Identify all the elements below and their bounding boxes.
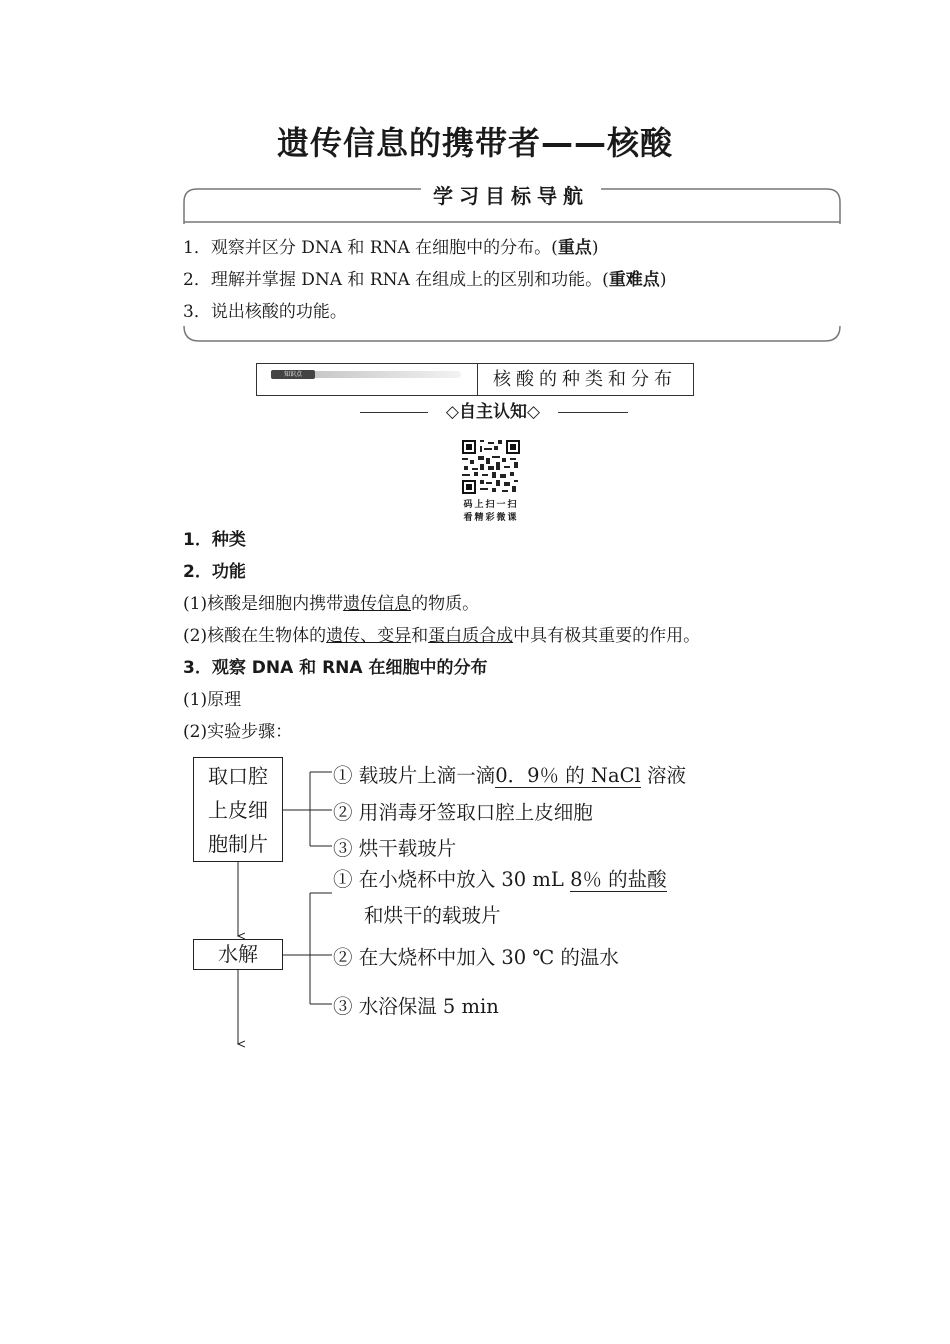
heading-function: 2．功能 xyxy=(183,562,246,582)
flow-step: ② 在大烧杯中加入 30 ℃ 的温水 xyxy=(333,946,619,969)
paragraph-steps: (2)实验步骤： xyxy=(183,722,293,742)
fill-blank: 遗传、变异 xyxy=(326,626,412,646)
fill-blank: 遗传信息 xyxy=(343,594,412,614)
paragraph-function-1: (1)核酸是细胞内携带遗传信息的物质。 xyxy=(183,594,480,614)
flow-box-hydrolysis: 水解 xyxy=(193,939,283,970)
flow-step: ③ 水浴保温 5 min xyxy=(333,995,499,1018)
knowledge-point-badge: 知识点 xyxy=(271,370,315,379)
flow-step: 和烘干的载玻片 xyxy=(364,904,501,927)
paragraph-function-2: (2)核酸在生物体的遗传、变异和蛋白质合成中具有极其重要的作用。 xyxy=(183,626,701,646)
flow-step: ① 在小烧杯中放入 30 mL 8％ 的盐酸 xyxy=(333,868,667,891)
heading-types: 1．种类 xyxy=(183,530,246,550)
page-title: 遗传信息的携带者——核酸 xyxy=(276,124,673,162)
section-label: ◇自主认知◇ xyxy=(445,402,541,422)
knowledge-point-title: 核酸的种类和分布 xyxy=(493,369,677,390)
goal-item: 1．观察并区分 DNA 和 RNA 在细胞中的分布。(重点) xyxy=(183,238,599,258)
flow-step: ② 用消毒牙签取口腔上皮细胞 xyxy=(333,801,593,824)
flow-step: ③ 烘干载玻片 xyxy=(333,837,457,860)
fill-blank: 8％ 的盐酸 xyxy=(570,868,667,891)
fill-blank: 蛋白质合成 xyxy=(428,626,514,646)
flow-step: ① 载玻片上滴一滴0．9％ 的 NaCl 溶液 xyxy=(333,764,686,787)
paragraph-principle: (1)原理 xyxy=(183,690,242,710)
heading-experiment: 3．观察 DNA 和 RNA 在细胞中的分布 xyxy=(183,658,488,678)
fill-blank: 0．9％ 的 NaCl xyxy=(495,764,641,787)
flow-box-prepare-slide: 取口腔 上皮细 胞制片 xyxy=(193,757,283,862)
goal-item: 3．说出核酸的功能。 xyxy=(183,302,347,322)
goal-item: 2．理解并掌握 DNA 和 RNA 在组成上的区别和功能。(重难点) xyxy=(183,270,667,290)
goals-header: 学习目标导航 xyxy=(421,180,601,209)
qr-caption-1: 码上扫一扫 xyxy=(463,500,519,510)
qr-caption-2: 看精彩微课 xyxy=(463,513,519,523)
